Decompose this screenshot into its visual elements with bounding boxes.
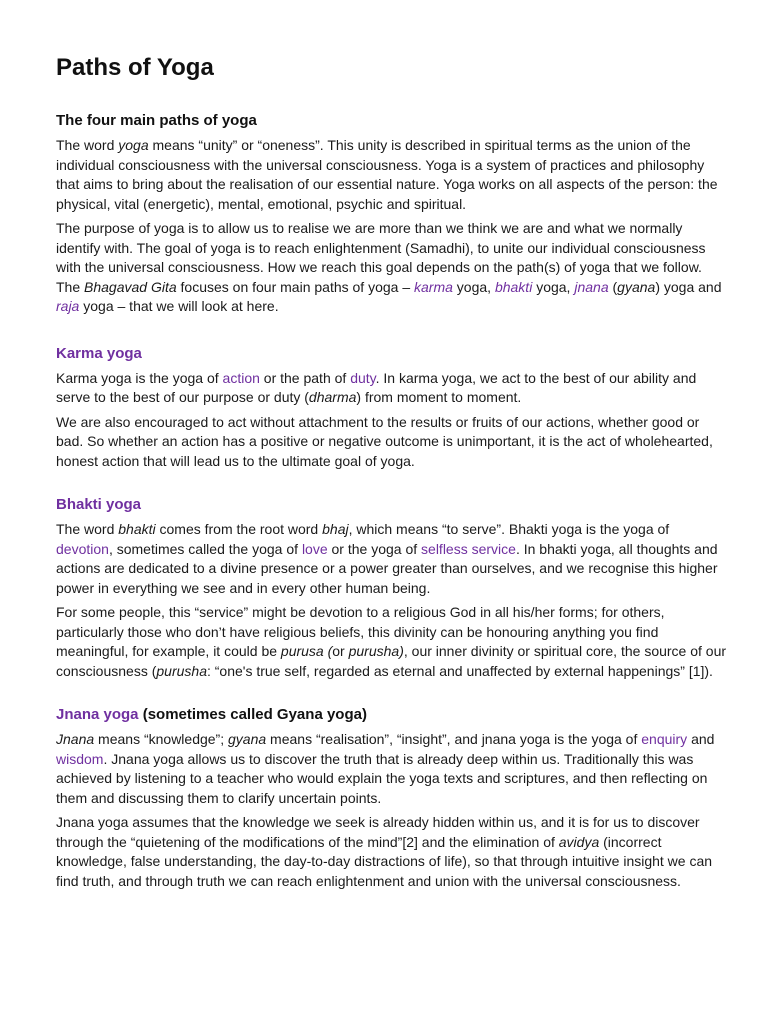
text-run: focuses on four main paths of yoga – — [176, 278, 415, 295]
emphasis-jnana: Jnana — [56, 731, 95, 747]
emphasis-avidya: avidya — [558, 833, 600, 850]
highlight-duty: duty — [350, 369, 376, 386]
text-run: ) from moment to moment. — [356, 389, 522, 405]
emphasis-yoga: yoga — [118, 137, 149, 153]
text-run: , our inner divinity or spiritual core, the source of our consciousness ( — [56, 643, 727, 679]
text-run: Jnana yoga assumes that the knowledge we seek is already hidden within us, and it is for us to discover through the “quietening of the modifications of the mind”[2] and the elimination of — [56, 814, 700, 850]
highlight-wisdom: wisdom — [56, 750, 104, 767]
page-title: Paths of Yoga — [56, 54, 214, 81]
text-run: , sometimes called the yoga of — [108, 540, 302, 557]
emphasis-purusha: purusha) — [348, 643, 404, 659]
emphasis-gyana: gyana — [228, 731, 267, 747]
highlight-jnana: jnana — [574, 278, 609, 295]
emphasis-bhagavad-gita: Bhagavad Gita — [84, 278, 177, 295]
section-heading-jnana — [56, 706, 728, 723]
text-run: or the path of — [259, 369, 351, 386]
emphasis-bhakti: bhakti — [118, 521, 156, 537]
text-run: The word — [56, 521, 119, 537]
emphasis-purusa: purusa ( — [280, 643, 333, 659]
text-run: yoga, — [532, 278, 575, 295]
text-run: : “one's true self, regarded as eternal and unaffected by external happenings” [1]). — [206, 662, 713, 679]
heading-main: Jnana yoga — [56, 706, 139, 723]
text-run: For some people, this “service” might be devotion to a religious God in all his/her forms; for others, particularly those who don’t have religious beliefs, this divinity can be honouring anything you find meaningful, for example, it could be — [56, 604, 665, 659]
text-run: . In karma yoga, we act to the best of our ability and serve to the best of our purpose or duty ( — [56, 369, 697, 405]
emphasis-bhaj: bhaj — [322, 521, 349, 537]
highlight-raja: raja — [56, 298, 80, 314]
highlight-selfless-service: selfless service — [421, 540, 516, 557]
section-jnana — [56, 706, 728, 891]
paragraph-karma-2: We are also encouraged to act without attachment to the results or fruits of our actions, whether good or bad. So whether an action has a positive or negative outcome is unimportant, it is the act of wholehearted, honest action that will lead us to the ultimate goal of yoga. — [56, 413, 713, 469]
section-karma — [56, 345, 728, 472]
highlight-devotion: devotion — [56, 540, 109, 557]
emphasis-dharma: dharma — [308, 389, 357, 405]
paragraph-karma-1 — [56, 369, 728, 408]
section-heading-bhakti: Bhakti yoga — [56, 496, 142, 513]
highlight-bhakti: bhakti — [494, 278, 533, 295]
section-heading-intro: The four main paths of yoga — [56, 112, 257, 129]
section-intro — [56, 112, 728, 317]
text-run: means “unity” or “oneness”. This unity is described in spiritual terms as the union of the individual consciousness with the universal consciousness. Yoga is a system of practices and philosophy that aims to bring about the realisation of our essential nature. Yoga works on all aspects of the person: the physical, vital (energetic), mental, emotional, psychic and spiritual. — [56, 137, 718, 212]
text-run: (incorrect knowledge, false understanding, the day-to-day distractions of life), so that through intuitive insight we can find truth, and through truth we can reach enlightenment and union with the universal consciousness. — [56, 833, 713, 889]
highlight-enquiry: enquiry — [641, 731, 688, 747]
text-run: . In bhakti yoga, all thoughts and actions are dedicated to a divine presence or a power greater than ourselves, and we recognise this higher power in everything we see and in every other human being. — [56, 540, 718, 596]
emphasis-gyana: gyana — [617, 278, 656, 295]
text-run: means “knowledge”; — [94, 731, 228, 747]
paragraph-jnana-2 — [56, 813, 728, 891]
emphasis-purusha-2: purusha — [156, 662, 207, 679]
section-bhakti — [56, 496, 728, 681]
text-run: comes from the root word — [155, 521, 323, 537]
text-run: The purpose of yoga is to allow us to realise we are more than we think we are and what we normally identify with. The goal of yoga is to reach enlightenment (Samadhi), to unite our individual consciousness with the universal consciousness. How we reach this goal depends on the path(s) of yoga that we follow. The — [56, 220, 706, 295]
highlight-karma: karma — [414, 278, 453, 295]
text-run: or the yoga of — [327, 540, 422, 557]
text-run: or — [332, 643, 349, 659]
text-run: ( — [608, 278, 618, 295]
heading-subtitle: (sometimes called Gyana yoga) — [142, 706, 367, 723]
highlight-love: love — [301, 540, 328, 557]
paragraph-intro-1 — [56, 136, 728, 214]
text-run: and — [687, 731, 715, 747]
paragraph-bhakti-2 — [56, 603, 728, 681]
text-run: means “realisation”, “insight”, and jnana yoga is the yoga of — [266, 731, 642, 747]
paragraph-intro-2 — [56, 219, 728, 317]
text-run: yoga, — [452, 278, 495, 295]
paragraph-bhakti-1 — [56, 520, 728, 598]
text-run: . Jnana yoga allows us to discover the truth that is already deep within us. Traditionally this was achieved by listening to a teacher who would explain the yoga texts and scriptures, and then reflecting on them and discussing them to clarify uncertain points. — [56, 750, 708, 806]
section-heading-karma: Karma yoga — [56, 344, 142, 362]
highlight-action: action — [222, 369, 260, 386]
text-run: yoga – that we will look at here. — [79, 298, 279, 314]
text-run: The word — [56, 137, 119, 153]
text-run: Karma yoga is the yoga of — [56, 369, 223, 386]
text-run: ) yoga and — [655, 278, 722, 295]
text-run: , which means “to serve”. Bhakti yoga is the yoga of — [348, 521, 670, 537]
paragraph-jnana-1 — [56, 730, 728, 808]
